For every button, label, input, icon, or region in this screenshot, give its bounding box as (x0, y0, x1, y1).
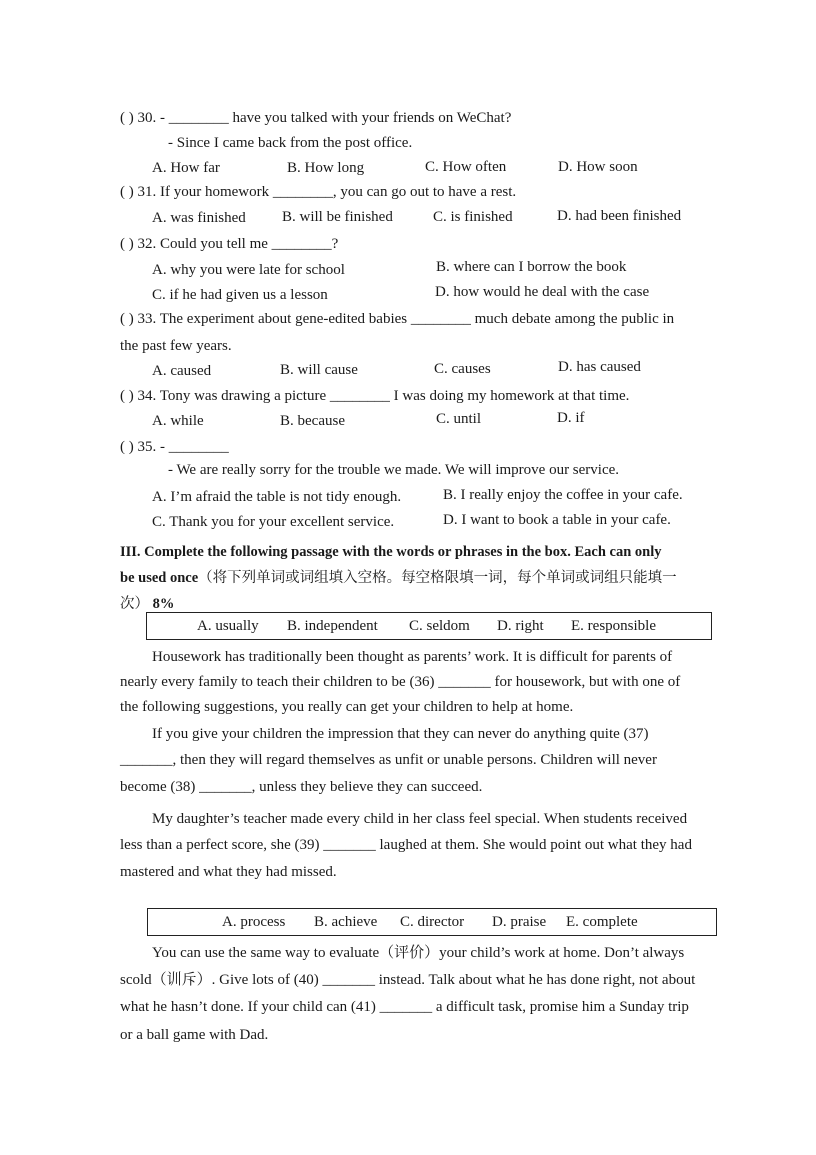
question-33-option-c: C. causes (434, 361, 491, 377)
question-32-stem: ( ) 32. Could you tell me ________? (120, 236, 339, 252)
question-31-option-a: A. was finished (152, 210, 246, 226)
question-32-option-a: A. why you were late for school (152, 262, 345, 278)
word-box-1-option-a: A. usually (197, 618, 259, 634)
question-30-option-b: B. How long (287, 160, 365, 176)
question-33-option-a: A. caused (152, 363, 212, 379)
question-30-option-c: C. How often (425, 159, 507, 175)
question-33-stem-continued: the past few years. (120, 338, 232, 354)
word-box-2 (147, 908, 717, 936)
question-34-option-b: B. because (280, 413, 345, 429)
word-box-1-option-d: D. right (497, 618, 544, 634)
question-32-option-c: C. if he had given us a lesson (152, 287, 328, 303)
question-33-option-b: B. will cause (280, 362, 358, 378)
section-3-heading-chinese-end: 次） (120, 596, 149, 612)
word-box-1-option-c: C. seldom (409, 618, 470, 634)
question-30-stem: ( ) 30. - ________ have you talked with your friends on WeChat? (120, 110, 512, 126)
question-31-option-c: C. is finished (433, 209, 513, 225)
word-box-1-option-b: B. independent (287, 618, 378, 634)
passage-paragraph-3-line-1: My daughter’s teacher made every child in her class feel special. When students received (152, 811, 688, 827)
word-box-2-option-d: D. praise (492, 914, 547, 930)
section-3-score: 8% (152, 596, 175, 612)
passage-paragraph-4-line-1: You can use the same way to evaluate（评价）your child’s work at home. Don’t always (152, 945, 685, 961)
passage-paragraph-2-line-2: _______, then they will regard themselves as unfit or unable persons. Children will never (120, 752, 657, 768)
section-3-heading-line2 (120, 568, 677, 588)
question-35-option-a: A. I’m afraid the table is not tidy enough. (152, 489, 402, 505)
passage-paragraph-1-line-3: the following suggestions, you really can get your children to help at home. (120, 699, 574, 715)
passage-paragraph-1-line-2: nearly every family to teach their children to be (36) _______ for housework, but with one of (120, 674, 681, 690)
question-30-response: - Since I came back from the post office. (168, 135, 413, 151)
question-32-option-b: B. where can I borrow the book (436, 259, 627, 275)
question-35-option-c: C. Thank you for your excellent service. (152, 514, 395, 530)
question-31-stem: ( ) 31. If your homework ________, you can go out to have a rest. (120, 184, 517, 200)
passage-paragraph-3-line-3: mastered and what they had missed. (120, 864, 337, 880)
word-box-2-option-a: A. process (222, 914, 286, 930)
question-34-option-a: A. while (152, 413, 204, 429)
section-3-heading-chinese: （将下列单词或词组填入空格。每空格限填一词，每个单词或词组只能填一 (198, 570, 677, 586)
question-33-stem: ( ) 33. The experiment about gene-edited babies ________ much debate among the public in (120, 311, 675, 327)
question-33-option-d: D. has caused (558, 359, 641, 375)
section-3-heading-line3 (120, 594, 174, 614)
question-35-option-b: B. I really enjoy the coffee in your cafe. (443, 487, 683, 503)
passage-paragraph-1-line-1: Housework has traditionally been thought as parents’ work. It is difficult for parents of (152, 649, 673, 665)
section-3-heading-bold: be used once (120, 570, 199, 586)
word-box-2-option-c: C. director (400, 914, 465, 930)
question-34-option-c: C. until (436, 411, 482, 427)
question-30-option-a: A. How far (152, 160, 220, 176)
section-3-heading: III. Complete the following passage with the words or phrases in the box. Each can only (120, 544, 662, 560)
question-35-option-d: D. I want to book a table in your cafe. (443, 512, 671, 528)
passage-paragraph-4-line-2: scold（训斥）. Give lots of (40) _______ instead. Talk about what he has done right, not about (120, 972, 696, 988)
passage-paragraph-2-line-3: become (38) _______, unless they believe they can succeed. (120, 779, 483, 795)
question-35-response: - We are really sorry for the trouble we made. We will improve our service. (168, 462, 620, 478)
question-30-option-d: D. How soon (558, 159, 638, 175)
question-34-option-d: D. if (557, 410, 585, 426)
passage-paragraph-4-line-4: or a ball game with Dad. (120, 1027, 269, 1043)
passage-paragraph-3-line-2: less than a perfect score, she (39) _______ laughed at them. She would point out what they had (120, 837, 692, 853)
question-34-stem: ( ) 34. Tony was drawing a picture ________ I was doing my homework at that time. (120, 388, 630, 404)
word-box-1-option-e: E. responsible (571, 618, 656, 634)
word-box-1 (146, 612, 712, 640)
question-32-option-d: D. how would he deal with the case (435, 284, 650, 300)
question-31-option-b: B. will be finished (282, 209, 393, 225)
passage-paragraph-2-line-1: If you give your children the impression that they can never do anything quite (37) (152, 726, 649, 742)
passage-paragraph-4-line-3: what he hasn’t done. If your child can (41) _______ a difficult task, promise him a Sunday trip (120, 999, 689, 1015)
question-35-stem: ( ) 35. - ________ (120, 439, 229, 455)
word-box-2-option-b: B. achieve (314, 914, 378, 930)
word-box-2-option-e: E. complete (566, 914, 638, 930)
question-31-option-d: D. had been finished (557, 208, 682, 224)
